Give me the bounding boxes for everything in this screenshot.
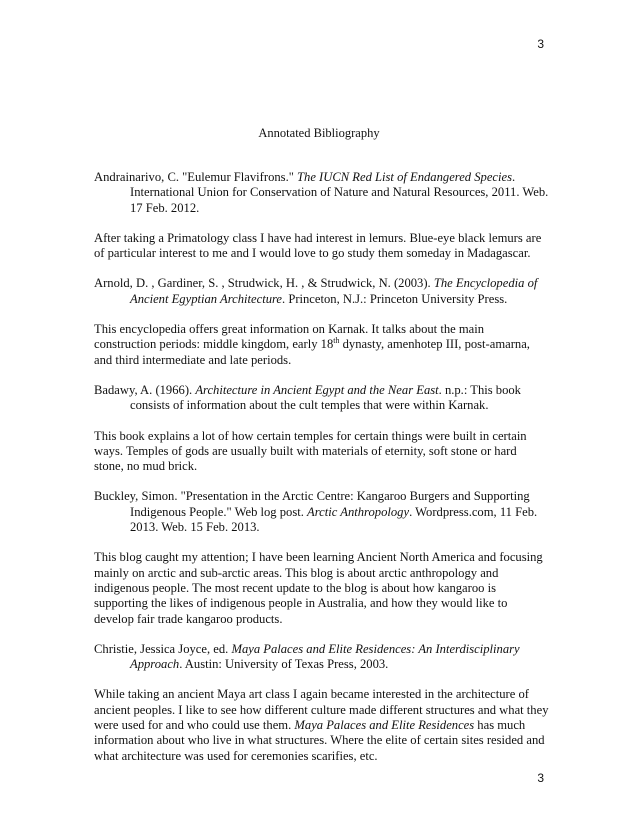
citation-andrainarivo: Andrainarivo, C. "Eulemur Flavifrons." The IUCN Red List of Endangered Species. International Union for Conservation of Nature and Natural Resources, 2011. Web. 17 Feb. 2012.	[94, 170, 549, 215]
citation-arnold: Arnold, D. , Gardiner, S. , Strudwick, H. , & Strudwick, N. (2003). The Encyclopedia of Ancient Egyptian Architecture. Princeton, N.J.: Princeton University Press.	[94, 276, 538, 306]
annotation-andrainarivo: After taking a Primatology class I have had interest in lemurs. Blue-eye black lemurs are of particular interest to me and I would love to go study them someday in Madagascar.	[94, 230, 542, 261]
bibliography-body	[94, 170, 549, 779]
page-title: Annotated Bibliography	[258, 126, 380, 140]
annotation-arnold: This encyclopedia offers great information on Karnak. It talks about the main construction periods: middle kingdom, early 18th dynasty, amenhotep III, post-amarna, and third intermediate and late periods.	[94, 322, 530, 367]
annotation-badawy: This book explains a lot of how certain temples for certain things were built in certain ways. Temples of gods are usually built with materials of eternity, soft stone or hard stone, no mud brick.	[94, 428, 527, 474]
citation-badawy: Badawy, A. (1966). Architecture in Ancient Egypt and the Near East. n.p.: This book consists of information about the cult temples that were within Karnak.	[94, 382, 521, 413]
page-number-top: 3	[537, 37, 544, 51]
annotation-buckley: This blog caught my attention; I have been learning Ancient North America and focusing mainly on arctic and sub-arctic areas. This blog is about arctic anthropology and indigenous people. The most recent update to the blog is about how kangaroo is supporting the likes of indigenous people in Australia, and how they would like to develop fair trade kangaroo products.	[94, 550, 543, 626]
annotation-christie: While taking an ancient Maya art class I again became interested in the architecture of ancient peoples. I like to see how different culture made different structures and what they were used for and who could use them. Maya Palaces and Elite Residences has much information about who live in what structures. Where the elite of certain sites resided and what architecture was used for ceremonies scarifies, etc.	[94, 687, 549, 763]
citation-buckley: Buckley, Simon. "Presentation in the Arctic Centre: Kangaroo Burgers and Supporting Indigenous People." Web log post. Arctic Anthropology. Wordpress.com, 11 Feb. 2013. Web. 15 Feb. 2013.	[94, 489, 538, 535]
citation-christie: Christie, Jessica Joyce, ed. Maya Palaces and Elite Residences: An Interdisciplinary Approach. Austin: University of Texas Press, 2003.	[94, 641, 520, 672]
page-number-bottom: 3	[537, 771, 544, 785]
